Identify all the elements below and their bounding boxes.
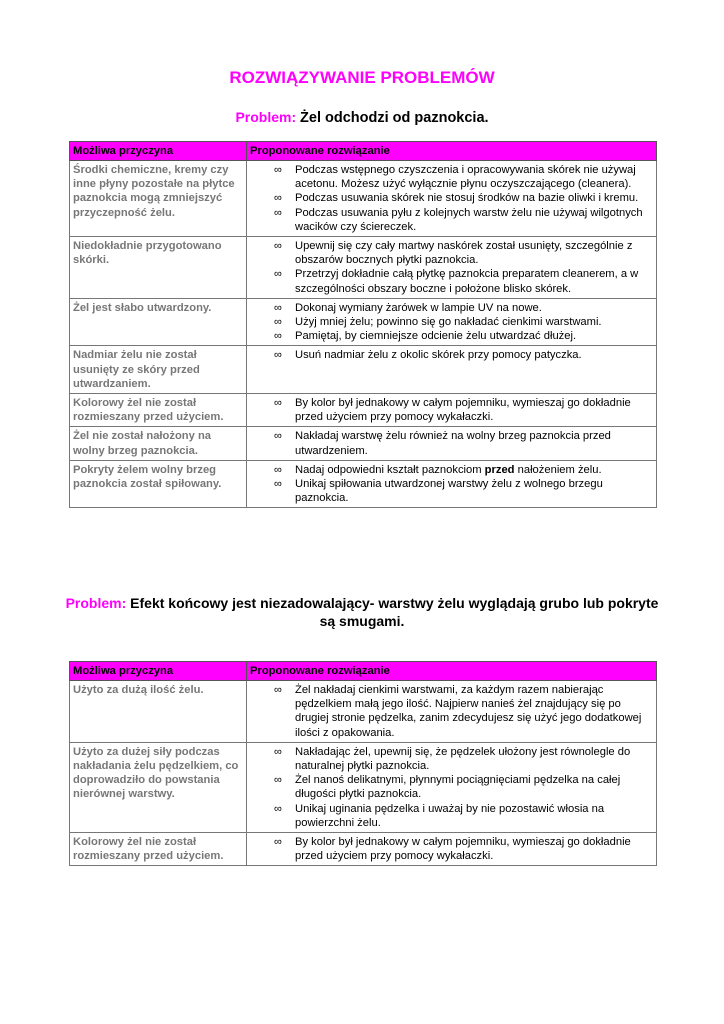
solution-item xyxy=(250,206,653,234)
solution-text-after: nałożeniem żelu. xyxy=(514,463,602,476)
solution-text: Unikaj spiłowania utwardzonej warstwy żelu z wolnego brzegu paznokcia. xyxy=(295,478,603,505)
solution-text: By kolor był jednakowy w całym pojemniku, wymieszaj go dokładnie przed użyciem przy pomocy wykałaczki. xyxy=(295,836,631,863)
page-title: ROZWIĄZYWANIE PROBLEMÓW xyxy=(229,68,495,87)
solution-item xyxy=(250,163,653,191)
solution-text: By kolor był jednakowy w całym pojemniku, wymieszaj go dokładnie przed użyciem przy pomocy wykałaczki. xyxy=(295,397,631,424)
solution-item xyxy=(250,802,653,830)
cause-cell: Użyto za dużej siły podczas nakładania żelu pędzelkiem, co doprowadziło do powstania nierównej warstwy. xyxy=(70,742,247,832)
infinity-bullet-icon: ∞ xyxy=(274,802,282,815)
solution-item xyxy=(250,239,653,267)
solution-text: Żel nanoś delikatnymi, płynnymi pociągnięciami pędzelka na całej długości płytki paznokcia. xyxy=(295,774,621,801)
infinity-bullet-icon: ∞ xyxy=(274,684,282,696)
cause-cell: Pokryty żelem wolny brzeg paznokcia został spiłowany. xyxy=(70,460,247,508)
solution-text-before: Nadaj odpowiedni kształt paznokciom xyxy=(295,463,485,476)
problem-2-label: Problem: xyxy=(65,595,127,611)
solution-cell xyxy=(247,394,657,427)
solution-item xyxy=(250,683,653,740)
solution-item xyxy=(250,301,653,315)
problem-2-heading xyxy=(0,594,724,630)
solution-text: Podczas usuwania skórek nie stosuj środków na bazie oliwki i kremu. xyxy=(295,192,639,205)
solution-text: Użyj mniej żelu; powinno się go nakładać cienkimi warstwami. xyxy=(295,316,602,329)
table-row xyxy=(70,161,657,237)
solution-item xyxy=(250,835,653,863)
infinity-bullet-icon: ∞ xyxy=(274,349,282,362)
table-row xyxy=(70,833,657,866)
solution-text: Nakładaj warstwę żelu również na wolny brzeg paznokcia przed utwardzeniem. xyxy=(295,430,611,457)
solution-item xyxy=(250,396,653,424)
solution-text: Pamiętaj, by ciemniejsze odcienie żelu utwardzać dłużej. xyxy=(295,330,577,343)
solution-item xyxy=(250,463,653,477)
header-cause: Możliwa przyczyna xyxy=(70,142,247,161)
infinity-bullet-icon: ∞ xyxy=(274,301,282,314)
infinity-bullet-icon: ∞ xyxy=(274,430,282,443)
infinity-bullet-icon: ∞ xyxy=(274,478,282,491)
solution-cell xyxy=(247,742,657,832)
solution-text: Upewnij się czy cały martwy naskórek został usunięty, szczególnie z obszarów bocznych płytki paznokcia. xyxy=(295,240,633,267)
infinity-bullet-icon: ∞ xyxy=(274,463,282,476)
cause-cell: Użyto za dużą ilość żelu. xyxy=(70,681,247,743)
infinity-bullet-icon: ∞ xyxy=(274,774,282,787)
infinity-bullet-icon: ∞ xyxy=(274,397,282,410)
cause-cell: Środki chemiczne, kremy czy inne płyny pozostałe na płytce paznokcia mogą zmniejszyć przyczepność żelu. xyxy=(70,161,247,237)
table-row xyxy=(70,237,657,299)
solution-cell xyxy=(247,346,657,394)
table-row xyxy=(70,298,657,346)
cause-cell: Nadmiar żelu nie został usunięty ze skóry przed utwardzaniem. xyxy=(70,346,247,394)
table-row xyxy=(70,346,657,394)
solution-text-emphasis: przed xyxy=(484,463,515,476)
cause-cell: Żel jest słabo utwardzony. xyxy=(70,298,247,346)
infinity-bullet-icon: ∞ xyxy=(274,164,282,176)
solution-text: Unikaj uginania pędzelka i uważaj by nie pozostawić włosia na powierzchni żelu. xyxy=(295,802,605,829)
table-row xyxy=(70,394,657,427)
table-row xyxy=(70,460,657,508)
solution-text: Podczas usuwania pyłu z kolejnych warstw żelu nie używaj wilgotnych wacików czy ściereczek. xyxy=(295,206,643,233)
infinity-bullet-icon: ∞ xyxy=(274,330,282,343)
infinity-bullet-icon: ∞ xyxy=(274,745,282,758)
problem-1-heading xyxy=(0,108,724,127)
solution-cell xyxy=(247,237,657,299)
solution-item xyxy=(250,429,653,457)
solution-cell xyxy=(247,681,657,743)
table-row xyxy=(70,742,657,832)
table-header-row xyxy=(70,662,657,681)
solution-cell xyxy=(247,298,657,346)
infinity-bullet-icon: ∞ xyxy=(274,192,282,205)
solution-cell xyxy=(247,833,657,866)
solution-text: Nakładając żel, upewnij się, że pędzelek ułożony jest równolegle do naturalnej płytki paznokcia. xyxy=(295,745,631,773)
infinity-bullet-icon: ∞ xyxy=(274,240,282,253)
infinity-bullet-icon: ∞ xyxy=(274,836,282,849)
problem-1-table xyxy=(69,141,657,508)
header-solution: Proponowane rozwiązanie xyxy=(247,142,657,161)
solution-item xyxy=(250,745,653,773)
solution-text: Przetrzyj dokładnie całą płytkę paznokcia preparatem cleanerem, a w szczególności obszary boczne i położone blisko skórek. xyxy=(295,268,639,295)
cause-cell: Kolorowy żel nie został rozmieszany przed użyciem. xyxy=(70,394,247,427)
infinity-bullet-icon: ∞ xyxy=(274,316,282,329)
infinity-bullet-icon: ∞ xyxy=(274,268,282,281)
header-cause: Możliwa przyczyna xyxy=(70,662,247,681)
solution-text: Podczas wstępnego czyszczenia i opracowywania skórek nie używaj acetonu. Możesz użyć wyłącznie płynu oczyszczającego (cleanera). xyxy=(295,164,636,191)
cause-cell: Żel nie został nałożony na wolny brzeg paznokcia. xyxy=(70,427,247,460)
table-row xyxy=(70,427,657,460)
solution-text: Usuń nadmiar żelu z okolic skórek przy pomocy patyczka. xyxy=(295,349,582,362)
solution-text: Żel nakładaj cienkimi warstwami, za każdym razem nabierając pędzelkiem małą jego ilość. Najpierw nanieś żel znajdujący się po drugiej stronie pędzelka, zanim zdecydujesz się użyć jego dodatkowej ilości z opakowania. xyxy=(295,684,642,739)
solution-cell xyxy=(247,427,657,460)
solution-text: Dokonaj wymiany żarówek w lampie UV na nowe. xyxy=(295,301,542,314)
solution-item xyxy=(250,315,653,329)
cause-cell: Kolorowy żel nie został rozmieszany przed użyciem. xyxy=(70,833,247,866)
infinity-bullet-icon: ∞ xyxy=(274,206,282,219)
solution-item xyxy=(250,191,653,205)
solution-item xyxy=(250,773,653,801)
cause-cell: Niedokładnie przygotowano skórki. xyxy=(70,237,247,299)
solution-item xyxy=(250,348,653,362)
table-header-row xyxy=(70,142,657,161)
table-row xyxy=(70,681,657,743)
solution-item xyxy=(250,329,653,343)
problem-2-text: Efekt końcowy jest niezadowalający- warstwy żelu wyglądają grubo lub pokryte są smugami. xyxy=(130,595,659,629)
solution-item xyxy=(250,477,653,505)
problem-1-text: Żel odchodzi od paznokcia. xyxy=(300,110,489,126)
solution-cell xyxy=(247,460,657,508)
solution-item xyxy=(250,267,653,295)
header-solution: Proponowane rozwiązanie xyxy=(247,662,657,681)
problem-1-label: Problem: xyxy=(235,109,297,125)
solution-cell xyxy=(247,161,657,237)
problem-2-table xyxy=(69,661,657,866)
